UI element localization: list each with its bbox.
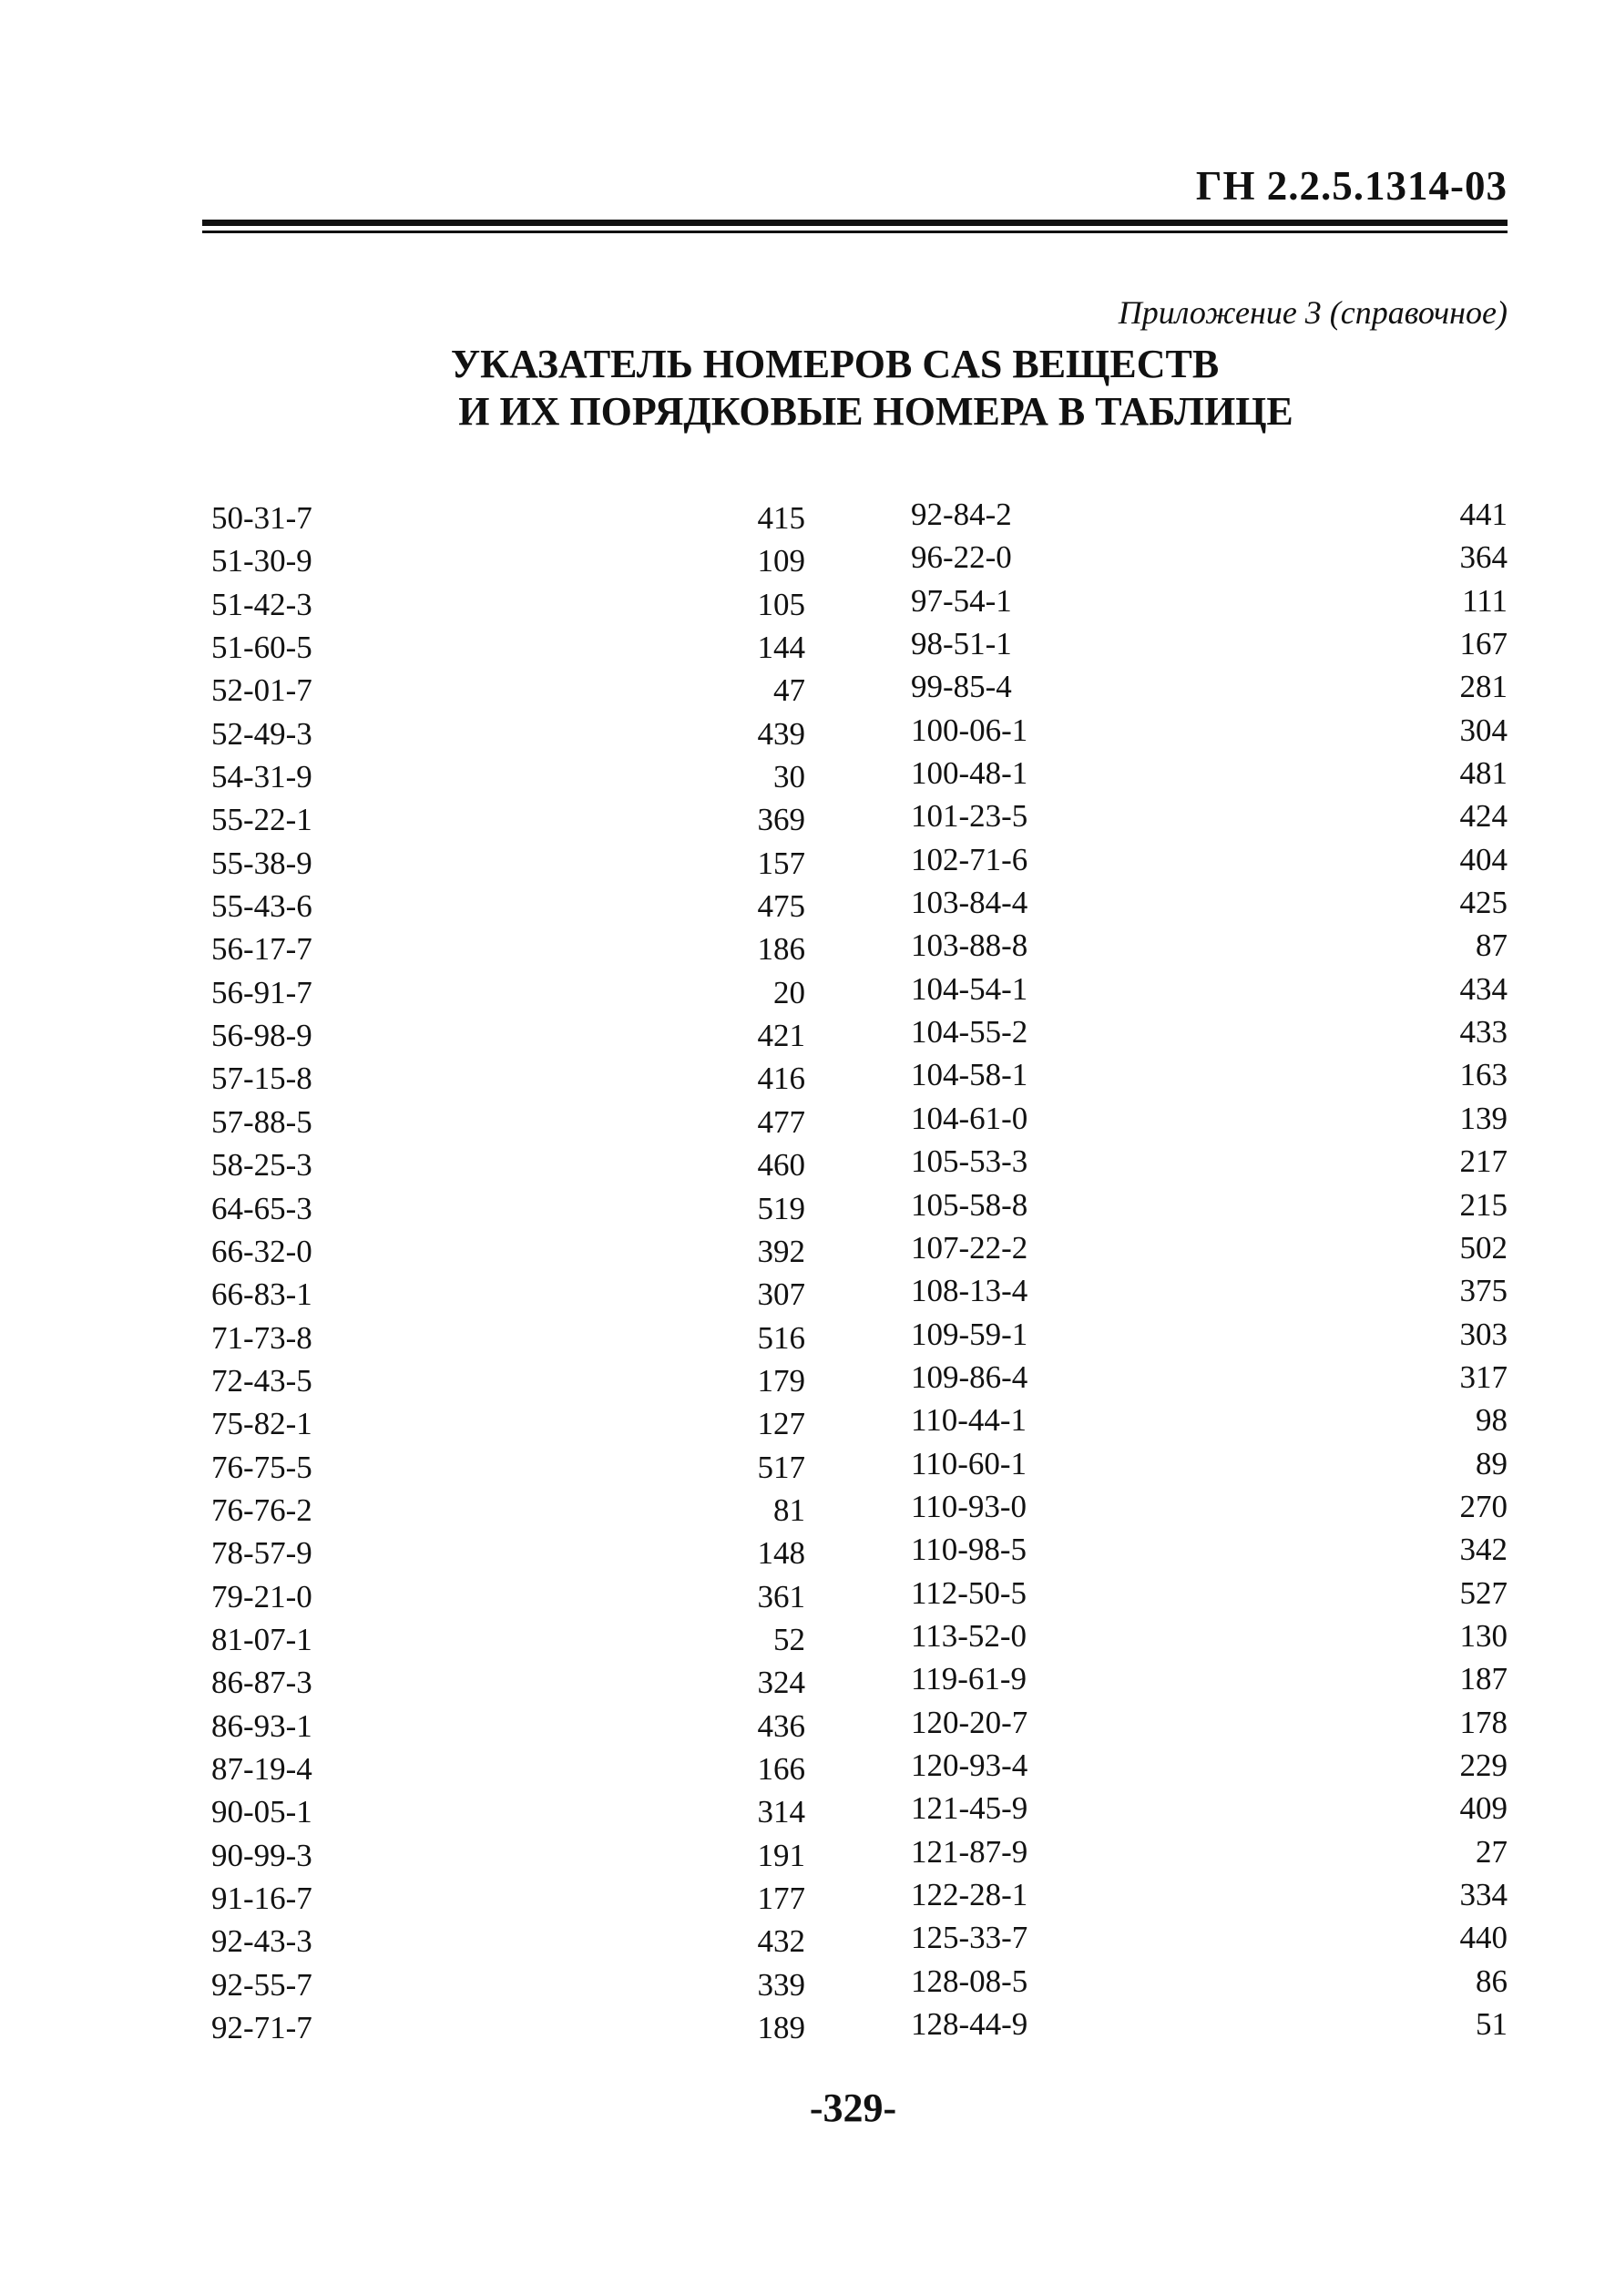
table-position-number: 475 [757,888,805,925]
table-position-number: 425 [1459,885,1508,921]
cas-number: 66-32-0 [211,1233,312,1269]
index-row [911,1140,1508,1183]
table-position-number: 440 [1459,1920,1508,1956]
table-position-number: 404 [1459,841,1508,877]
table-position-number: 20 [773,974,805,1010]
table-position-number: 191 [757,1837,805,1873]
index-row [211,928,805,970]
table-position-number: 189 [757,2010,805,2046]
index-row [211,1187,805,1230]
cas-number: 100-06-1 [911,712,1028,748]
table-position-number: 81 [773,1491,805,1528]
index-row [911,1356,1508,1399]
cas-number: 110-60-1 [911,1445,1027,1481]
cas-number: 92-55-7 [211,1966,312,2003]
index-row [211,885,805,928]
cas-number: 52-01-7 [211,672,312,709]
table-position-number: 215 [1459,1186,1508,1223]
index-row [211,1963,805,2006]
table-position-number: 187 [1459,1661,1508,1697]
index-row [911,1787,1508,1830]
cas-number: 72-43-5 [211,1362,312,1399]
cas-number: 122-28-1 [911,1877,1028,1912]
appendix-note: Приложение 3 (справочное) [1118,294,1508,331]
table-position-number: 421 [757,1018,805,1054]
index-row [211,1101,805,1143]
cas-number: 120-20-7 [911,1704,1028,1740]
cas-number: 110-93-0 [911,1488,1027,1524]
index-row [211,1748,805,1790]
cas-number: 75-82-1 [211,1406,312,1442]
index-row [911,1226,1508,1269]
index-row [911,794,1508,837]
cas-number: 102-71-6 [911,841,1028,877]
cas-number: 120-93-4 [911,1747,1028,1783]
cas-number: 112-50-5 [911,1574,1027,1611]
index-row [211,1877,805,1920]
table-position-number: 139 [1459,1100,1508,1136]
table-position-number: 392 [757,1233,805,1269]
index-column-left [211,497,805,2049]
cas-number: 104-54-1 [911,970,1028,1007]
cas-number: 57-88-5 [211,1103,312,1140]
cas-number: 56-17-7 [211,931,312,968]
table-position-number: 314 [757,1794,805,1830]
cas-number: 119-61-9 [911,1661,1027,1697]
table-position-number: 502 [1459,1229,1508,1266]
table-position-number: 89 [1476,1445,1508,1481]
table-position-number: 177 [757,1881,805,1916]
cas-number: 58-25-3 [211,1147,312,1184]
cas-number: 110-98-5 [911,1532,1027,1568]
cas-number: 104-58-1 [911,1057,1028,1093]
index-row [911,1269,1508,1312]
index-row [911,665,1508,708]
title-line-1: УКАЗАТЕЛЬ НОМЕРОВ CAS ВЕЩЕСТВ [450,342,1220,386]
table-position-number: 307 [757,1276,805,1313]
cas-number: 91-16-7 [211,1881,312,1916]
table-position-number: 334 [1459,1877,1508,1912]
table-position-number: 86 [1476,1963,1508,1999]
index-row [211,1489,805,1532]
document-code: ГН 2.2.5.1314-03 [1195,163,1508,209]
table-position-number: 157 [757,845,805,881]
cas-number: 51-30-9 [211,543,312,579]
index-row [211,842,805,885]
index-row [211,1359,805,1402]
index-row [211,798,805,841]
index-row [211,1532,805,1574]
table-position-number: 87 [1476,928,1508,964]
table-position-number: 111 [1462,582,1508,619]
table-position-number: 317 [1459,1358,1508,1395]
index-row [911,1744,1508,1787]
table-position-number: 270 [1459,1488,1508,1524]
table-position-number: 441 [1459,497,1508,532]
index-row [211,1230,805,1273]
index-row [911,1960,1508,2003]
table-position-number: 166 [757,1750,805,1787]
table-position-number: 342 [1459,1532,1508,1568]
index-row [211,669,805,712]
index-row [911,838,1508,881]
table-position-number: 324 [757,1665,805,1701]
index-row [911,1053,1508,1096]
table-position-number: 439 [757,715,805,752]
cas-number: 71-73-8 [211,1319,312,1356]
index-row [911,2003,1508,2045]
index-row [211,971,805,1014]
index-row [211,1920,805,1963]
index-row [211,1317,805,1359]
table-position-number: 229 [1459,1747,1508,1783]
cas-number: 107-22-2 [911,1229,1028,1266]
cas-number: 92-71-7 [211,2010,312,2046]
cas-number: 90-99-3 [211,1837,312,1873]
cas-number: 104-55-2 [911,1014,1028,1051]
index-row [911,1442,1508,1485]
index-row [911,1916,1508,1959]
cas-number: 78-57-9 [211,1535,312,1572]
table-position-number: 424 [1459,798,1508,835]
index-row [911,1614,1508,1657]
index-row [911,1873,1508,1916]
index-row [911,752,1508,794]
index-row [211,712,805,755]
index-row [211,583,805,626]
table-position-number: 281 [1459,669,1508,705]
table-position-number: 109 [757,543,805,579]
cas-number: 56-98-9 [211,1018,312,1054]
cas-number: 51-60-5 [211,630,312,666]
index-row [211,2006,805,2049]
cas-number: 92-43-3 [211,1923,312,1960]
index-row [911,536,1508,579]
index-row [911,924,1508,967]
index-row [211,1273,805,1316]
cas-number: 52-49-3 [211,715,312,752]
table-position-number: 361 [757,1578,805,1614]
index-row [911,579,1508,622]
cas-number: 100-48-1 [911,755,1028,792]
table-position-number: 148 [757,1535,805,1572]
index-row [911,622,1508,665]
cas-number: 98-51-1 [911,626,1012,662]
table-position-number: 144 [757,630,805,666]
index-row [211,1143,805,1186]
cas-number: 103-84-4 [911,885,1028,921]
cas-number: 50-31-7 [211,500,312,536]
table-position-number: 364 [1459,539,1508,576]
table-position-number: 304 [1459,712,1508,748]
cas-number: 105-53-3 [911,1143,1028,1180]
table-position-number: 30 [773,759,805,795]
cas-number: 101-23-5 [911,798,1028,835]
table-position-number: 369 [757,802,805,838]
cas-number: 103-88-8 [911,928,1028,964]
cas-number: 110-44-1 [911,1402,1027,1439]
index-row [211,1575,805,1618]
table-position-number: 434 [1459,970,1508,1007]
index-row [911,1313,1508,1356]
table-position-number: 167 [1459,626,1508,662]
index-row [911,1657,1508,1700]
table-position-number: 163 [1459,1057,1508,1093]
table-position-number: 178 [1459,1704,1508,1740]
index-row [211,1618,805,1661]
cas-number: 125-33-7 [911,1920,1028,1956]
table-position-number: 516 [757,1319,805,1356]
cas-number: 104-61-0 [911,1100,1028,1136]
index-row [911,1399,1508,1441]
index-row [911,1528,1508,1571]
cas-number: 105-58-8 [911,1186,1028,1223]
page-number: -329- [809,2086,897,2130]
cas-number: 96-22-0 [911,539,1012,576]
index-row [911,1485,1508,1528]
index-column-right [911,497,1508,2049]
table-position-number: 52 [773,1621,805,1657]
table-position-number: 27 [1476,1833,1508,1870]
table-position-number: 477 [757,1103,805,1140]
table-position-number: 179 [757,1362,805,1399]
index-row [911,1572,1508,1614]
cas-number: 109-86-4 [911,1358,1028,1395]
table-position-number: 527 [1459,1574,1508,1611]
index-row [211,539,805,582]
table-position-number: 339 [757,1966,805,2003]
index-row [211,1446,805,1489]
table-position-number: 409 [1459,1790,1508,1827]
cas-number: 51-42-3 [211,586,312,622]
table-position-number: 416 [757,1061,805,1097]
cas-number: 86-87-3 [211,1665,312,1701]
table-position-number: 517 [757,1449,805,1485]
cas-number: 64-65-3 [211,1190,312,1226]
cas-number: 121-45-9 [911,1790,1028,1827]
cas-number: 57-15-8 [211,1061,312,1097]
table-position-number: 127 [757,1406,805,1442]
table-position-number: 130 [1459,1617,1508,1654]
cas-number: 55-38-9 [211,845,312,881]
table-position-number: 481 [1459,755,1508,792]
index-row [911,1097,1508,1140]
cas-number: 109-59-1 [911,1316,1028,1352]
cas-number: 113-52-0 [911,1617,1027,1654]
index-row [211,1057,805,1100]
table-position-number: 186 [757,931,805,968]
cas-number: 86-93-1 [211,1707,312,1744]
index-row [211,1834,805,1877]
table-position-number: 217 [1459,1143,1508,1180]
index-row [911,1701,1508,1744]
cas-number: 56-91-7 [211,974,312,1010]
table-position-number: 303 [1459,1316,1508,1352]
table-position-number: 436 [757,1707,805,1744]
cas-number: 128-44-9 [911,2006,1028,2043]
cas-number: 99-85-4 [911,669,1012,705]
table-position-number: 519 [757,1190,805,1226]
title-line-2: И ИХ ПОРЯДКОВЫЕ НОМЕРА В ТАБЛИЦЕ [458,389,1293,434]
index-row [211,626,805,669]
cas-number: 79-21-0 [211,1578,312,1614]
index-row [911,493,1508,536]
cas-number: 54-31-9 [211,759,312,795]
index-row [911,1184,1508,1226]
index-row [911,1010,1508,1053]
index-row [911,709,1508,752]
index-row [211,1014,805,1057]
cas-number: 128-08-5 [911,1963,1028,1999]
cas-number: 90-05-1 [211,1794,312,1830]
index-row [911,881,1508,924]
table-position-number: 415 [757,500,805,536]
header-rule-thin [202,231,1508,233]
cas-number: 108-13-4 [911,1273,1028,1309]
table-position-number: 98 [1476,1402,1508,1439]
index-row [211,1705,805,1748]
table-position-number: 433 [1459,1014,1508,1051]
cas-number: 76-75-5 [211,1449,312,1485]
cas-number: 87-19-4 [211,1750,312,1787]
cas-number: 121-87-9 [911,1833,1028,1870]
index-row [911,968,1508,1010]
table-position-number: 375 [1459,1273,1508,1309]
cas-number: 66-83-1 [211,1276,312,1313]
index-row [211,1661,805,1704]
index-row [911,1830,1508,1873]
index-row [211,1402,805,1445]
cas-number: 55-22-1 [211,802,312,838]
header-rule-thick [202,220,1508,226]
table-position-number: 51 [1476,2006,1508,2043]
cas-number: 76-76-2 [211,1491,312,1528]
table-position-number: 105 [757,586,805,622]
cas-number: 55-43-6 [211,888,312,925]
index-row [211,755,805,798]
index-row [211,497,805,539]
table-position-number: 460 [757,1147,805,1184]
cas-number: 92-84-2 [911,497,1012,532]
table-position-number: 432 [757,1923,805,1960]
index-row [211,1790,805,1833]
cas-number: 97-54-1 [911,582,1012,619]
cas-number: 81-07-1 [211,1621,312,1657]
table-position-number: 47 [773,672,805,709]
